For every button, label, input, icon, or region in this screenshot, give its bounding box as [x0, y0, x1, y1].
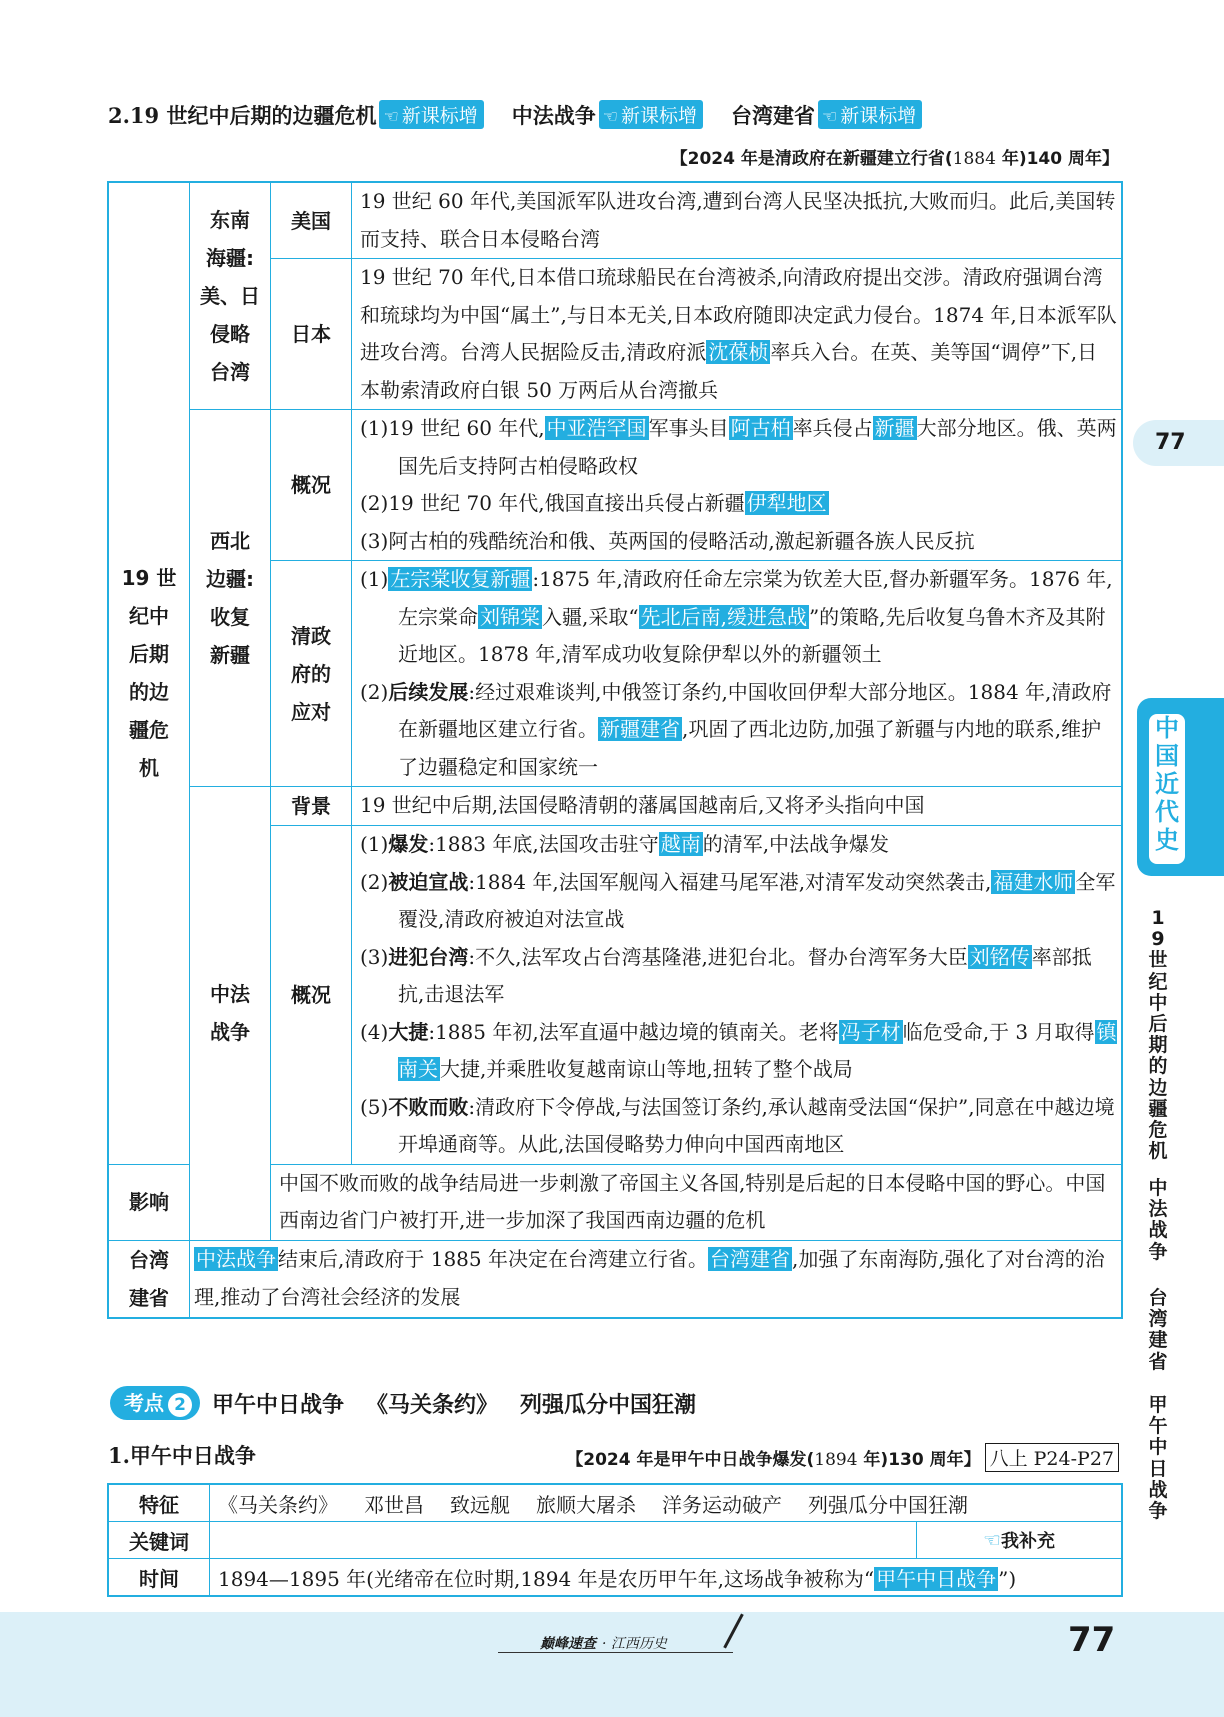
table-row [108, 1240, 1122, 1318]
taiwan-label: 台湾 建省 [108, 1240, 190, 1318]
new-standard-badge: ☜ 新课标增 [379, 100, 483, 129]
sec1-label: 19 世 纪中 后期 的边 疆危 机 [108, 182, 190, 1164]
keyword: 致远舰 [450, 1492, 510, 1517]
pointing-hand-icon: ☜ [383, 107, 399, 127]
pointing-hand-icon: ☜ [822, 107, 838, 127]
usa-label: 美国 [271, 182, 352, 259]
taiwan-text: 中法战争 结束后,清政府于 1885 年决定在台湾建立行省。 台湾建省 ,加强了东南海防,强化了对台湾的治理,推动了台湾社会经济的发展 [190, 1240, 1123, 1318]
response-label: 清政 府的 应对 [271, 561, 352, 787]
exam-point-heading: 考点 2 甲午中日战争 《马关条约》 列强瓜分中国狂潮 [110, 1386, 718, 1420]
supplement-input[interactable] [210, 1522, 917, 1559]
sino-french-overview: (1)爆发:1883 年底,法国攻击驻守 越南 的清军,中法战争爆发 (2)被迫宣战:1884 年,法国军舰闯入福建马尾军港,对清军发动突然袭击, 福建水师 全军覆没,清政府被迫对法宣战 (3)进犯台湾:不久,法军攻占台湾基隆港,进犯台北。督办台湾军务大臣 刘铭传 率部抵抗,击退法军 (4)大捷:1885 年初,法军直逼中越边境的镇南关。老将 冯子材 临危受命,于 3 月取得 镇南关 大捷,并乘胜收复越南谅山等地,扭转了整个战局 (5)不败而败:清政府下令停战,与法国签订条约,承认越南受法国“保护”,同意在中越边境开埠通商等。从此,法国侵略势力伸向中国西南地区 [352, 826, 1123, 1165]
brand-underline [498, 1652, 733, 1653]
anniversary-note: 【2024 年是清政府在新疆建立行省(1884 年)140 周年】 [670, 149, 1119, 169]
toc-frontier-crisis[interactable]: 1 9 世 纪 中 后 期 的 边 疆 危 机 [1148, 907, 1168, 1163]
keyword: 《马关条约》 [218, 1492, 338, 1517]
section-heading: 2.19 世纪中后期的边疆危机 ☜ 新课标增 中法战争 ☜ 新课标增 台湾建省 ☜ 新课标增 [108, 100, 950, 130]
sec2-label: 中法 战争 [190, 787, 271, 1241]
keyword: 旅顺大屠杀 [536, 1492, 636, 1517]
toc-sino-french-war[interactable]: 中 法 战 争 [1148, 1177, 1168, 1263]
table-row [108, 1522, 1122, 1559]
northwest-label: 西北 边疆: 收复 新疆 [190, 410, 271, 787]
time-text: 1894—1895 年(光绪帝在位时期,1894 年是农历甲午年,这场战争被称为“ 甲午中日战争 ”) [210, 1559, 1123, 1597]
southeast-label: 东南 海疆: 美、日 侵略 台湾 [190, 182, 271, 410]
impact-label: 影响 [108, 1164, 190, 1240]
japan-text: 19 世纪 70 年代,日本借口琉球船民在台湾被杀,向清政府提出交涉。清政府强调台湾和琉球均为中国“属土”,与日本无关,日本政府随即决定武力侵台。1874 年,日本派军队进攻台湾。台湾人民据险反击,清政府派 沈葆桢 率兵入台。在英、美等国“调停”下,日本勒索清政府白银 50 万两后从台湾撤兵 [352, 259, 1123, 410]
subsection-heading: 1.甲午中日战争 [108, 1443, 256, 1468]
new-standard-badge: ☜ 新课标增 [599, 100, 703, 129]
page-tab: 77 [1133, 420, 1224, 466]
time-label: 时间 [108, 1559, 210, 1597]
table-row [108, 182, 1122, 259]
japan-label: 日本 [271, 259, 352, 410]
anniversary-note-2: 【2024 年是甲午中日战争爆发(1894 年)130 周年】 八上 P24-P27 [566, 1443, 1119, 1472]
supplement-cell: ☜我补充 [917, 1522, 1123, 1559]
keyword: 邓世昌 [364, 1492, 424, 1517]
background-label: 背景 [271, 787, 352, 826]
impact-text: 中国不败而败的战争结局进一步刺激了帝国主义各国,特别是后起的日本侵略中国的野心。中国西南边省门户被打开,进一步加深了我国西南边疆的危机 [271, 1164, 1123, 1240]
overview-label: 概况 [271, 410, 352, 561]
usa-text: 19 世纪 60 年代,美国派军队进攻台湾,遭到台湾人民坚决抵抗,大败而归。此后,美国转而支持、联合日本侵略台湾 [352, 182, 1123, 259]
page-number: 77 [1068, 1620, 1116, 1660]
brand-logo: 巅峰速查 · 江西历史 [540, 1636, 667, 1652]
pointing-hand-icon: ☜ [983, 1528, 1001, 1552]
keyword-label: 关键词 [108, 1522, 210, 1559]
qing-response: (1) 左宗棠收复新疆 :1875 年,清政府任命左宗棠为钦差大臣,督办新疆军务。1876 年,左宗棠命 刘锦棠 入疆,采取“ 先北后南,缓进急战 ”的策略,先后收复乌鲁木齐及其附近地区。1878 年,清军成功收复除伊犁以外的新疆领土 (2)后续发展:经过艰难谈判,中俄签订条约,中国收回伊犁大部分地区。1884 年,清政府在新疆地区建立行省。 新疆建省 ,巩固了西北边防,加强了新疆与内地的联系,维护了边疆稳定和国家统一 [352, 561, 1123, 787]
keyword: 列强瓜分中国狂潮 [808, 1492, 968, 1517]
feature-label: 特征 [108, 1484, 210, 1522]
toc-taiwan-province[interactable]: 台 湾 建 省 [1148, 1287, 1168, 1373]
new-standard-badge: ☜ 新课标增 [818, 100, 922, 129]
pointing-hand-icon: ☜ [602, 107, 618, 127]
keywords-table [107, 1483, 1123, 1597]
overview2-label: 概况 [271, 826, 352, 1165]
keyword-list [210, 1484, 1123, 1522]
table-row [108, 410, 1122, 561]
keyword: 洋务运动破产 [662, 1492, 782, 1517]
frontier-crisis-table [107, 181, 1123, 1319]
exam-point-badge: 考点 2 [110, 1386, 200, 1420]
table-row [108, 787, 1122, 826]
toc-sino-japanese-war[interactable]: 甲 午 中 日 战 争 [1148, 1394, 1168, 1523]
background-text: 19 世纪中后期,法国侵略清朝的藩属国越南后,又将矛头指向中国 [352, 787, 1123, 826]
table-row [108, 1484, 1122, 1522]
table-row [108, 1559, 1122, 1597]
textbook-reference: 八上 P24-P27 [985, 1443, 1119, 1472]
northwest-overview: (1)19 世纪 60 年代, 中亚浩罕国 军事头目 阿古柏 率兵侵占 新疆 大部分地区。俄、英两国先后支持阿古柏侵略政权 (2)19 世纪 70 年代,俄国直接出兵侵占新疆 伊犁地区 (3)阿古柏的残酷统治和俄、英两国的侵略活动,激起新疆各族人民反抗 [352, 410, 1123, 561]
footer-band [0, 1612, 1224, 1717]
chapter-tab[interactable]: 中 国 近 代 史 [1137, 698, 1224, 876]
